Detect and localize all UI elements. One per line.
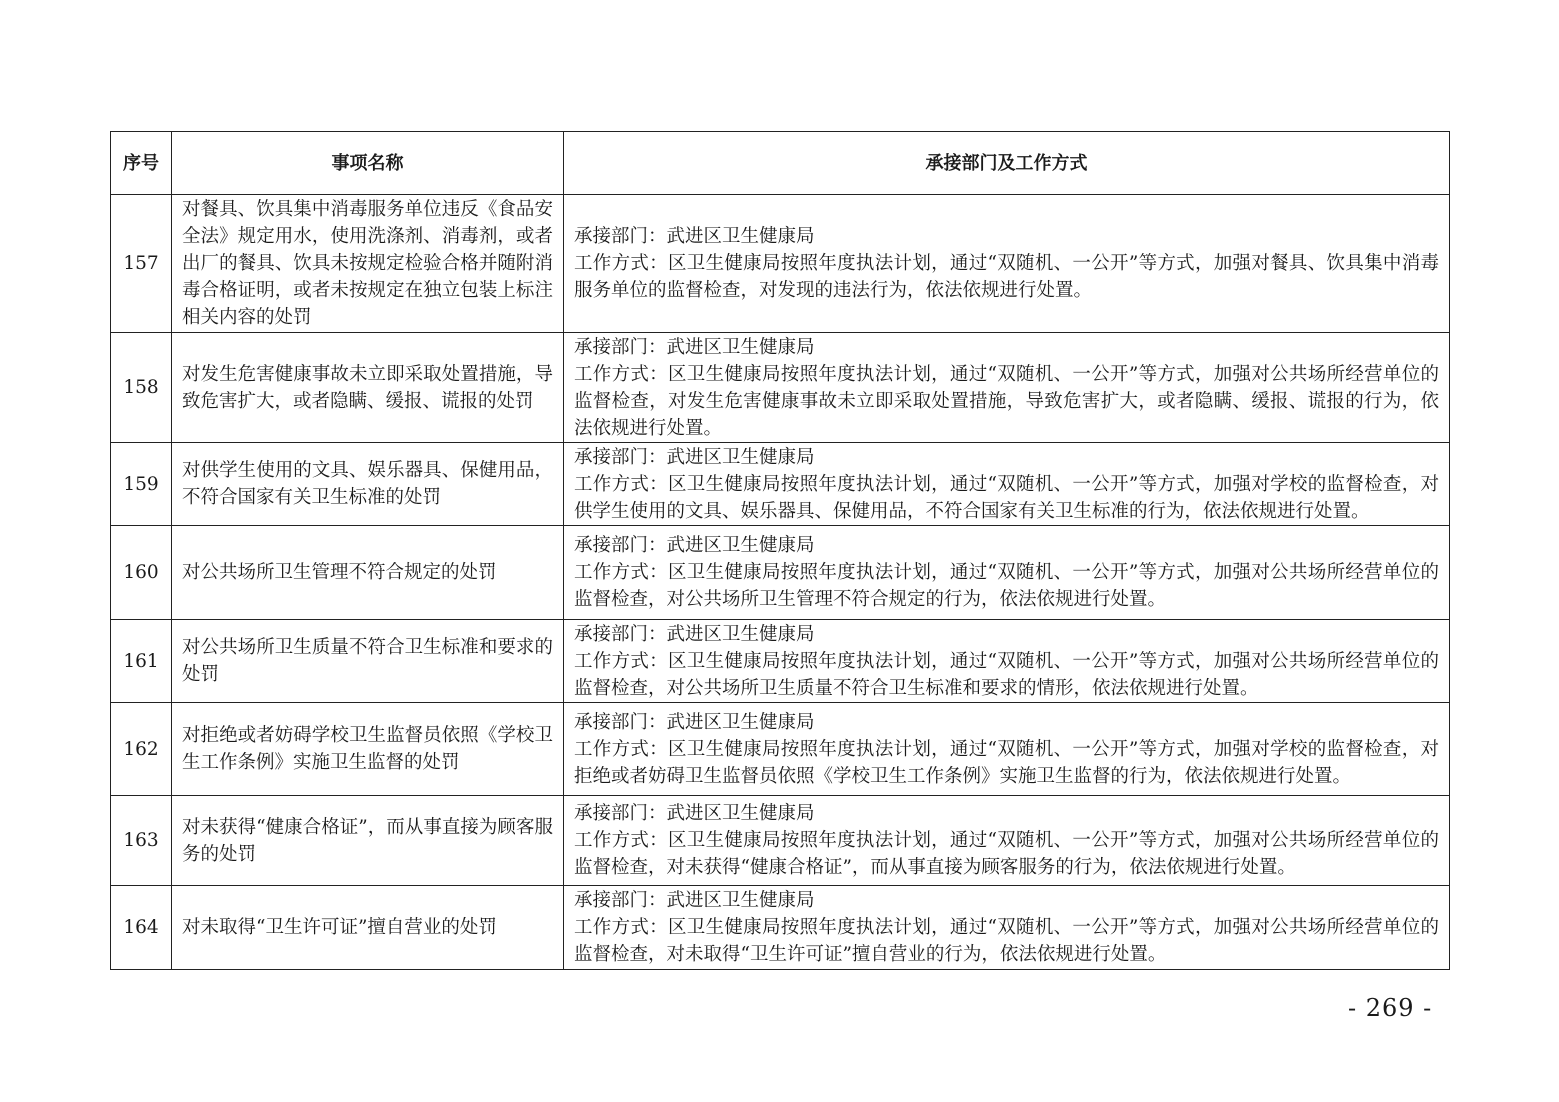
row-seq: 161 [111,620,172,703]
table-row [111,703,1450,796]
row-method [564,333,1450,443]
row-seq: 162 [111,703,172,796]
page-number: - 269 - [1348,994,1433,1022]
row-item-name: 对供学生使用的文具、娱乐器具、保健用品，不符合国家有关卫生标准的处罚 [172,443,564,526]
header-seq: 序号 [111,132,172,195]
row-seq: 164 [111,886,172,970]
row-item-name: 对未获得“健康合格证”，而从事直接为顾客服务的处罚 [172,796,564,886]
table-row [111,620,1450,703]
table-row [111,443,1450,526]
row-seq: 158 [111,333,172,443]
table-row [111,796,1450,886]
row-seq: 163 [111,796,172,886]
row-method [564,443,1450,526]
row-method [564,886,1450,970]
row-dept: 承接部门：武进区卫生健康局 [574,623,815,645]
row-item-name: 对公共场所卫生管理不符合规定的处罚 [172,526,564,620]
row-method [564,620,1450,703]
header-method: 承接部门及工作方式 [564,132,1450,195]
table-row [111,886,1450,970]
row-dept: 承接部门：武进区卫生健康局 [574,226,815,247]
row-item-name: 对拒绝或者妨碍学校卫生监督员依照《学校卫生工作条例》实施卫生监督的处罚 [172,703,564,796]
row-work: 工作方式：区卫生健康局按照年度执法计划，通过“双随机、一公开”等方式，加强对餐具、饮具集中消毒服务单位的监督检查，对发现的违法行为，依法依规进行处置。 [574,253,1439,301]
row-dept: 承接部门：武进区卫生健康局 [574,336,815,358]
row-work: 工作方式：区卫生健康局按照年度执法计划，通过“双随机、一公开”等方式，加强对学校的监督检查，对供学生使用的文具、娱乐器具、保健用品，不符合国家有关卫生标准的行为，依法依规进行处置。 [574,473,1439,522]
row-item-name: 对未取得“卫生许可证”擅自营业的处罚 [172,886,564,970]
row-dept: 承接部门：武进区卫生健康局 [574,535,815,556]
table-row [111,333,1450,443]
row-method [564,526,1450,620]
row-seq: 160 [111,526,172,620]
table-row [111,526,1450,620]
row-dept: 承接部门：武进区卫生健康局 [574,803,815,824]
row-seq: 159 [111,443,172,526]
row-work: 工作方式：区卫生健康局按照年度执法计划，通过“双随机、一公开”等方式，加强对公共场所经营单位的监督检查，对发生危害健康事故未立即采取处置措施，导致危害扩大，或者隐瞒、缓报、谎报的行为，依法依规进行处置。 [574,363,1439,439]
row-item-name: 对发生危害健康事故未立即采取处置措施，导致危害扩大，或者隐瞒、缓报、谎报的处罚 [172,333,564,443]
row-dept: 承接部门：武进区卫生健康局 [574,711,815,733]
row-seq: 157 [111,195,172,333]
row-work: 工作方式：区卫生健康局按照年度执法计划，通过“双随机、一公开”等方式，加强对公共场所经营单位的监督检查，对公共场所卫生质量不符合卫生标准和要求的情形，依法依规进行处置。 [574,650,1439,699]
items-table [110,131,1450,970]
row-method [564,703,1450,796]
row-work: 工作方式：区卫生健康局按照年度执法计划，通过“双随机、一公开”等方式，加强对公共场所经营单位的监督检查，对公共场所卫生管理不符合规定的行为，依法依规进行处置。 [574,562,1439,610]
row-dept: 承接部门：武进区卫生健康局 [574,446,815,468]
row-item-name: 对餐具、饮具集中消毒服务单位违反《食品安全法》规定用水，使用洗涤剂、消毒剂，或者出厂的餐具、饮具未按规定检验合格并随附消毒合格证明，或者未按规定在独立包装上标注相关内容的处罚 [172,195,564,333]
row-item-name: 对公共场所卫生质量不符合卫生标准和要求的处罚 [172,620,564,703]
row-work: 工作方式：区卫生健康局按照年度执法计划，通过“双随机、一公开”等方式，加强对公共场所经营单位的监督检查，对未取得“卫生许可证”擅自营业的行为，依法依规进行处置。 [574,917,1439,965]
row-method [564,195,1450,333]
row-method [564,796,1450,886]
table-header-row [111,132,1450,195]
row-dept: 承接部门：武进区卫生健康局 [574,890,815,911]
table-row [111,195,1450,333]
row-work: 工作方式：区卫生健康局按照年度执法计划，通过“双随机、一公开”等方式，加强对学校的监督检查，对拒绝或者妨碍卫生监督员依照《学校卫生工作条例》实施卫生监督的行为，依法依规进行处置。 [574,738,1439,787]
header-name: 事项名称 [172,132,564,195]
row-work: 工作方式：区卫生健康局按照年度执法计划，通过“双随机、一公开”等方式，加强对公共场所经营单位的监督检查，对未获得“健康合格证”，而从事直接为顾客服务的行为，依法依规进行处置。 [574,830,1439,878]
